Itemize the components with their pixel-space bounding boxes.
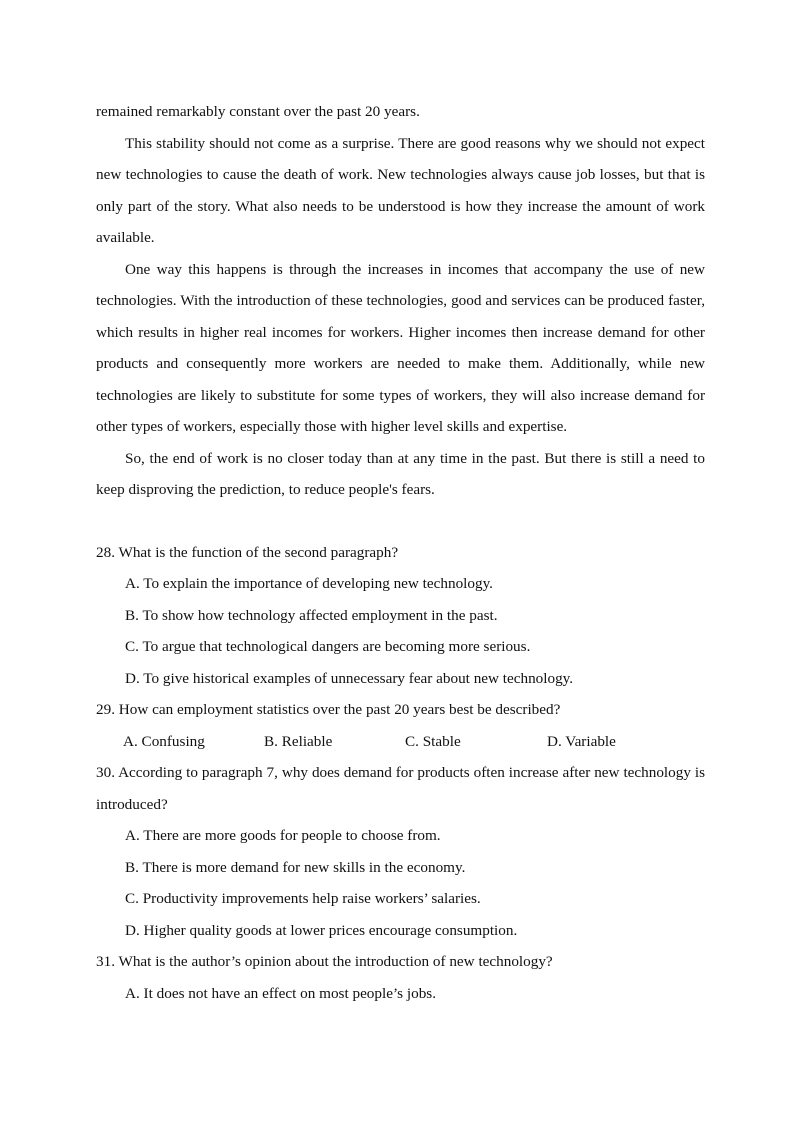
question-stem: 28. What is the function of the second paragraph? — [96, 543, 399, 561]
options-row — [96, 726, 705, 758]
option-a: A. It does not have an effect on most people’s jobs. — [125, 984, 436, 1002]
option-c: C. To argue that technological dangers are becoming more serious. — [125, 638, 531, 655]
option-a: A. To explain the importance of developing new technology. — [125, 575, 493, 592]
section-spacer — [96, 506, 705, 537]
option-b: B. To show how technology affected employment in the past. — [125, 606, 498, 624]
passage-paragraph: So, the end of work is no closer today than at any time in the past. But there is still a need to keep disproving the prediction, to reduce people's fears. — [96, 449, 705, 498]
question-30 — [96, 757, 705, 946]
option-a: A. There are more goods for people to choose from. — [125, 827, 441, 844]
question-29 — [96, 694, 705, 757]
passage-paragraph: One way this happens is through the increases in incomes that accompany the use of new technologies. With the introduction of these technologies, good and services can be produced faster, which results in higher real incomes for workers. Higher incomes then increase demand for other products and consequently more workers are needed to make them. Additionally, while new technologies are likely to substitute for some types of workers, they will also increase demand for other types of workers, especially those with higher level skills and expertise. — [96, 260, 705, 435]
question-stem: 31. What is the author’s opinion about the introduction of new technology? — [96, 953, 553, 970]
option-b: B. There is more demand for new skills in the economy. — [125, 858, 466, 876]
question-28 — [96, 537, 705, 695]
option-a: A. Confusing — [123, 732, 205, 750]
question-stem: 30. According to paragraph 7, why does demand for products often increase after new technology is introduced? — [96, 764, 705, 813]
option-c: C. Productivity improvements help raise workers’ salaries. — [125, 890, 481, 907]
option-d: D. Variable — [547, 732, 616, 750]
question-31 — [96, 946, 705, 1009]
passage-paragraph: This stability should not come as a surprise. There are good reasons why we should not expect new technologies to cause the death of work. New technologies always cause job losses, but that is only part of the story. What also needs to be understood is how they increase the amount of work available. — [96, 134, 705, 246]
document-page — [96, 96, 705, 1009]
option-b: B. Reliable — [264, 732, 333, 750]
question-stem: 29. How can employment statistics over the past 20 years best be described? — [96, 701, 561, 718]
passage-paragraph: remained remarkably constant over the past 20 years. — [96, 103, 420, 120]
option-d: D. To give historical examples of unnecessary fear about new technology. — [125, 669, 574, 687]
passage — [96, 96, 705, 506]
option-c: C. Stable — [405, 732, 461, 750]
option-d: D. Higher quality goods at lower prices encourage consumption. — [125, 921, 518, 939]
